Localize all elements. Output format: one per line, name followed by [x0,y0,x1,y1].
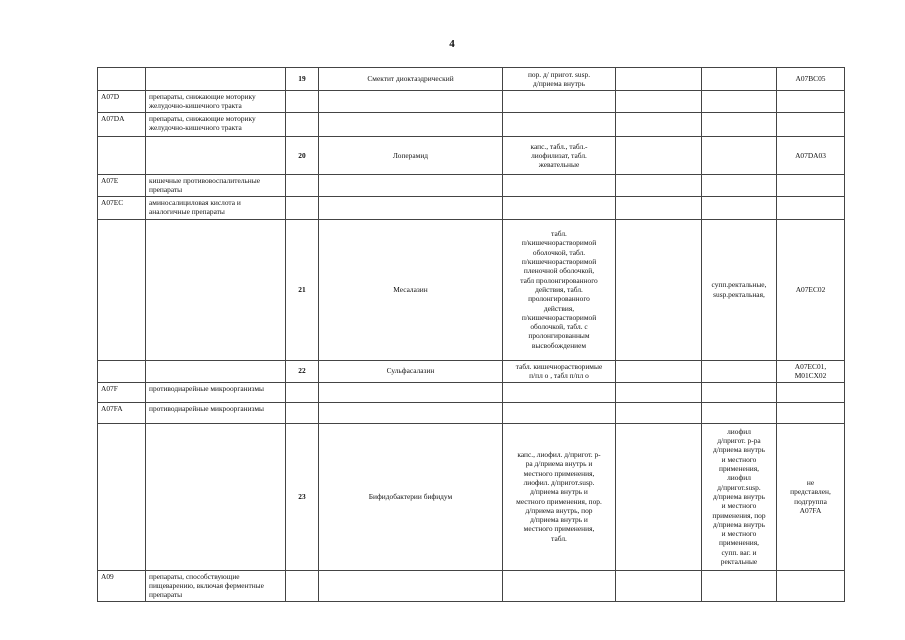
item-number-cell: 23 [286,423,319,570]
pharm-group-cell: противодиарейные микроорганизмы [146,402,286,423]
dosage-forms-cell [503,360,616,382]
drug-name-cell [319,402,503,423]
dosage-forms-cell [503,402,616,423]
atc-reference-cell [777,402,845,423]
cell-line: A07DA03 [795,150,826,160]
empty-cell [616,382,702,402]
extra-forms-cell [702,137,777,175]
table-row [98,113,845,137]
cell-line: действия, [543,303,575,313]
drug-name-cell [319,175,503,197]
atc-reference-cell [777,175,845,197]
cell-line: лиофил [727,473,751,483]
extra-forms-cell [702,423,777,570]
item-number-cell: 22 [286,360,319,382]
item-number-cell [286,175,319,197]
cell-line: применения, [719,464,759,474]
drug-name-cell [319,196,503,219]
item-number-cell: 20 [286,137,319,175]
dosage-forms-cell [503,382,616,402]
drug-name-cell [319,570,503,601]
cell-line: супп. ваг. и [721,547,757,557]
extra-forms-cell [702,360,777,382]
cell-line: д/пригот. р-ра [717,436,761,446]
extra-forms-cell [702,68,777,91]
empty-cell [616,360,702,382]
empty-cell [616,423,702,570]
cell-line: п/кишечнорастворимой [521,257,597,267]
cell-line: действия, табл. [535,284,583,294]
table-row [98,570,845,601]
empty-cell [616,113,702,137]
cell-line: местного применения, [523,524,595,534]
cell-line: подгруппа [794,496,827,506]
atc-reference-cell [777,68,845,91]
item-number-cell [286,113,319,137]
extra-forms-cell [702,219,777,360]
cell-line: и местного [721,529,757,539]
cell-line: пролонгированного [528,294,590,304]
table-row [98,402,845,423]
cell-line: M01CX02 [794,371,827,381]
extra-forms-cell [702,196,777,219]
dosage-forms-cell [503,175,616,197]
cell-line: лиофил [727,426,751,436]
cell-line: A07BC05 [795,74,826,84]
atc-reference-cell [777,382,845,402]
cell-line: лиофилизат, табл. [531,150,587,160]
cell-line: п/кишечнорастворимой [521,312,597,322]
extra-forms-cell [702,91,777,113]
cell-line: п/пл о , табл п/пл о [529,371,589,381]
pharm-group-cell: препараты, способствующие пищеварению, включая ферментные препараты [146,570,286,601]
pharm-group-cell: аминосалициловая кислота и аналогичные препараты [146,196,286,219]
atc-code-cell: A07EC [98,196,146,219]
table-row [98,382,845,402]
dosage-forms-cell [503,137,616,175]
atc-code-cell: A07DA [98,113,146,137]
atc-code-cell [98,219,146,360]
item-number-cell [286,570,319,601]
cell-line: д/приема внутрь, пор [525,505,593,515]
cell-line: д/приема внутрь и [530,487,588,497]
table-row [98,91,845,113]
drug-name-cell [319,382,503,402]
cell-line: д/пригот.susp. [717,482,761,492]
cell-line: пролонгированным [528,331,590,341]
extra-forms-cell [702,570,777,601]
atc-code-cell [98,137,146,175]
cell-line: применения, [719,538,759,548]
cell-line: местного применения, [523,468,595,478]
cell-line: применения, пор [712,510,766,520]
empty-cell [616,137,702,175]
item-number-cell [286,382,319,402]
atc-reference-cell [777,423,845,570]
pharm-group-cell [146,68,286,91]
item-number-cell [286,402,319,423]
drug-name-cell [319,91,503,113]
atc-code-cell: A07D [98,91,146,113]
dosage-forms-cell [503,196,616,219]
cell-line: жевательные [538,160,580,170]
cell-line: местного применения, пор. [516,496,602,506]
drug-name-cell: Сульфасалазин [319,360,503,382]
cell-line: оболочкой, табл. [532,247,586,257]
item-number-cell [286,196,319,219]
cell-line: и местного [721,501,757,511]
table-row [98,219,845,360]
table-row [98,360,845,382]
atc-reference-cell [777,113,845,137]
drug-name-cell: Бифидобактерии бифидум [319,423,503,570]
cell-line: оболочкой, табл. с [530,322,588,332]
cell-line: п/кишечнорастворимой [521,238,597,248]
pharm-group-cell [146,137,286,175]
cell-line: A07FA [799,505,822,515]
cell-line: табл. [551,533,567,543]
cell-line: д/приема внутрь [533,79,585,88]
extra-forms-cell [702,382,777,402]
cell-line: высвобождением [531,340,587,350]
empty-cell [616,570,702,601]
extra-forms-cell [702,175,777,197]
atc-reference-cell [777,196,845,219]
drug-name-cell [319,113,503,137]
atc-reference-cell [777,570,845,601]
pharm-group-cell: противодиарейные микроорганизмы [146,382,286,402]
cell-line: A07EC01, [794,361,827,371]
empty-cell [616,219,702,360]
dosage-forms-cell [503,423,616,570]
empty-cell [616,402,702,423]
cell-line: д/приема внутрь [713,491,765,501]
cell-line: табл пролонгированного [520,275,598,285]
empty-cell [616,68,702,91]
pharm-group-cell [146,423,286,570]
atc-code-cell [98,423,146,570]
cell-line: д/приема внутрь и [530,515,588,525]
table-row [98,423,845,570]
cell-line: и местного [721,454,757,464]
dosage-forms-cell [503,219,616,360]
cell-line: супп.ректальные, [711,280,767,290]
atc-code-cell: A09 [98,570,146,601]
page-number: 4 [449,38,455,50]
cell-line: представлен, [790,487,831,497]
pharm-group-cell: препараты, снижающие моторику желудочно-кишечного тракта [146,91,286,113]
pharm-group-cell: препараты, снижающие моторику желудочно-кишечного тракта [146,113,286,137]
table-row [98,175,845,197]
pharm-group-cell [146,360,286,382]
extra-forms-cell [702,402,777,423]
cell-line: табл. кишечнорастворимые [515,361,603,371]
empty-cell [616,91,702,113]
atc-code-cell [98,360,146,382]
cell-line: пленочной оболочкой, [523,266,595,276]
dosage-forms-cell [503,570,616,601]
atc-code-cell: A07E [98,175,146,197]
atc-code-cell: A07F [98,382,146,402]
atc-code-cell [98,68,146,91]
drug-list-table [97,67,845,602]
item-number-cell: 19 [286,68,319,91]
table-row [98,137,845,175]
cell-line: A07EC02 [795,284,826,294]
cell-line: ректальные [720,557,758,567]
atc-reference-cell [777,137,845,175]
drug-name-cell: Смектит диоктаэдрический [319,68,503,91]
atc-reference-cell [777,91,845,113]
cell-line: д/приема внутрь [713,445,765,455]
cell-line: ра д/приема внутрь и [525,459,593,469]
cell-line: susp.ректальная, [713,289,765,299]
drug-name-cell: Месалазин [319,219,503,360]
drug-name-cell: Лоперамид [319,137,503,175]
item-number-cell [286,91,319,113]
atc-reference-cell [777,219,845,360]
cell-line: пор. д/ пригот. susp. [527,69,591,79]
atc-code-cell: A07FA [98,402,146,423]
pharm-group-cell: кишечные противовоспалительные препараты [146,175,286,197]
table-row [98,68,845,91]
extra-forms-cell [702,113,777,137]
cell-line: не [806,478,815,487]
atc-reference-cell [777,360,845,382]
empty-cell [616,175,702,197]
dosage-forms-cell [503,91,616,113]
dosage-forms-cell [503,68,616,91]
cell-line: капс., лиофил. д/пригот. р- [517,450,601,460]
cell-line: табл. [551,229,567,239]
cell-line: лиофил. д/пригот.susp. [523,478,595,487]
dosage-forms-cell [503,113,616,137]
empty-cell [616,196,702,219]
pharm-group-cell [146,219,286,360]
table-row [98,196,845,219]
item-number-cell: 21 [286,219,319,360]
cell-line: капс., табл., табл.- [530,141,588,151]
cell-line: д/приема внутрь [713,519,765,529]
